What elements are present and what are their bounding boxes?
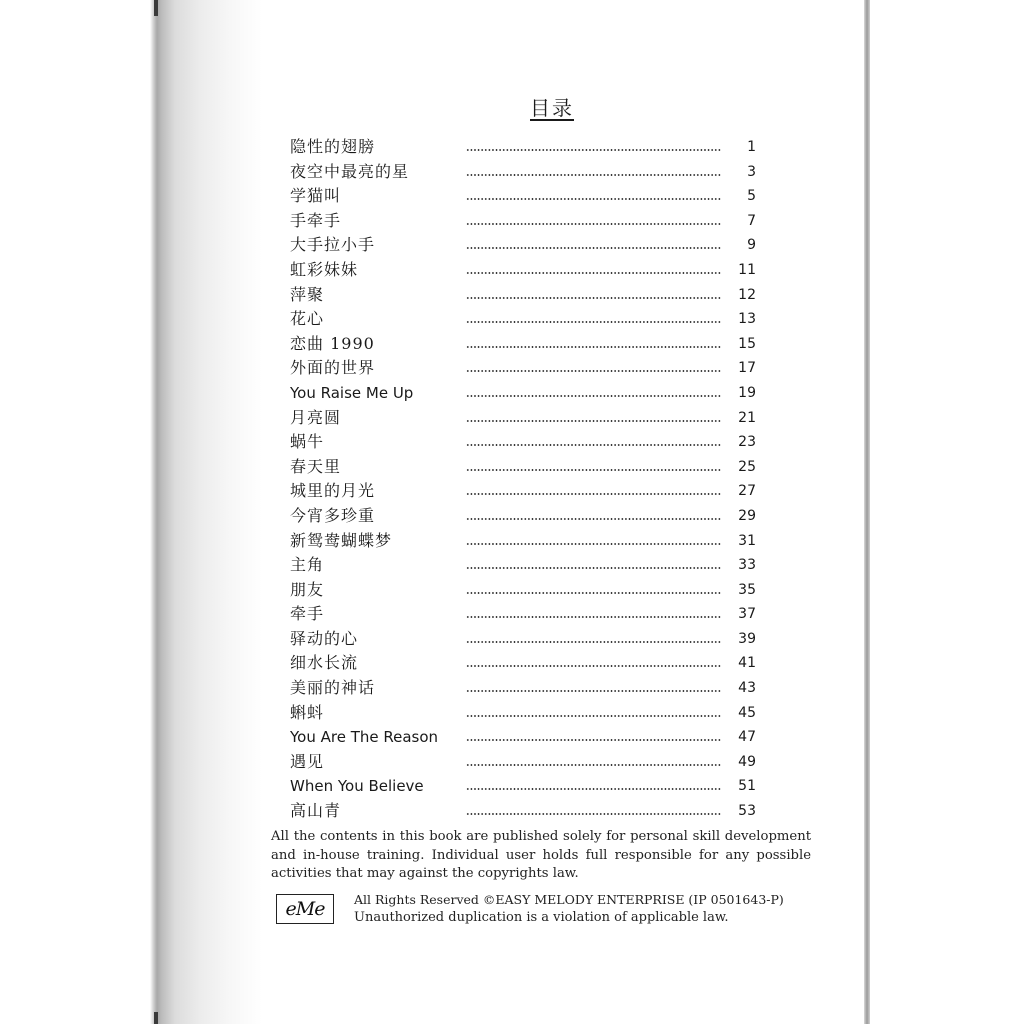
toc-entry-page: 45 [738, 704, 756, 721]
toc-entry-page: 3 [747, 163, 756, 180]
toc-entry-page: 37 [738, 606, 756, 623]
toc-dot-leader [466, 297, 722, 299]
copyright-notice: All the contents in this book are published solely for personal skill development and in-house training. Individual user holds full responsible for any possible activities that may against the copyrights law. [271, 829, 811, 881]
toc-dot-leader [466, 665, 722, 667]
toc-entry-title: 恋曲 1990 [290, 333, 375, 353]
toc-entry [290, 553, 770, 578]
toc-entry-title: 外面的世界 [290, 358, 376, 378]
toc-entry-title: 蜗牛 [290, 432, 325, 452]
toc-entry-title: 花心 [290, 309, 325, 329]
toc-dot-leader [466, 174, 722, 176]
toc-entry [290, 799, 770, 824]
toc-entry [290, 209, 770, 234]
toc-dot-leader [466, 690, 722, 692]
toc-entry-page: 13 [738, 311, 756, 328]
toc-entry-title: 牵手 [290, 604, 325, 624]
toc-dot-leader [466, 764, 722, 766]
toc-entry-title: 美丽的神话 [290, 678, 376, 698]
toc-entry-title: 隐性的翅膀 [290, 137, 376, 156]
publisher-logo: eMe [276, 894, 334, 924]
scan-edge-mark-bottom [154, 1012, 158, 1024]
toc-entry-page: 19 [738, 384, 756, 401]
toc-entry-page: 43 [738, 680, 756, 697]
toc-entry-page: 9 [747, 237, 756, 254]
toc-dot-leader [466, 198, 722, 200]
toc-dot-leader [466, 395, 722, 397]
toc-entry-title: 手牵手 [290, 210, 342, 230]
toc-dot-leader [466, 543, 722, 545]
toc-entry [290, 332, 770, 357]
rights-line-1: All Rights Reserved ©EASY MELODY ENTERPRISE (IP 0501643-P) [354, 892, 784, 907]
table-of-contents [290, 135, 770, 824]
toc-entry [290, 356, 770, 381]
toc-entry-title: 萍聚 [290, 284, 325, 304]
toc-entry-title: 大手拉小手 [290, 235, 376, 255]
toc-entry-title: 夜空中最亮的星 [290, 161, 410, 181]
toc-entry-title: 遇见 [290, 751, 325, 771]
toc-entry-page: 23 [738, 434, 756, 451]
toc-title: 目录 [530, 96, 574, 120]
toc-entry-title: 主角 [290, 555, 325, 575]
toc-dot-leader [466, 739, 722, 741]
toc-dot-leader [466, 567, 722, 569]
toc-entry-page: 12 [738, 286, 756, 303]
toc-dot-leader [466, 469, 722, 471]
toc-entry-page: 29 [738, 507, 756, 524]
toc-entry-title: 细水长流 [290, 653, 359, 673]
toc-entry-title: 学猫叫 [290, 186, 342, 206]
toc-dot-leader [466, 518, 722, 520]
toc-entry-title: 虹彩妹妹 [290, 259, 359, 279]
toc-dot-leader [466, 272, 722, 274]
toc-entry-page: 15 [738, 335, 756, 352]
toc-entry-page: 21 [738, 409, 756, 426]
toc-entry-title: 月亮圆 [290, 407, 342, 427]
toc-dot-leader [466, 149, 722, 151]
toc-dot-leader [466, 321, 722, 323]
toc-entry-page: 25 [738, 458, 756, 475]
toc-entry-title: You Are The Reason [290, 728, 439, 747]
toc-entry-title: 今宵多珍重 [290, 505, 376, 525]
toc-entry-page: 49 [738, 753, 756, 770]
toc-dot-leader [466, 247, 722, 249]
toc-entry-title: 朋友 [290, 579, 325, 599]
toc-entry-page: 31 [738, 532, 756, 549]
toc-entry-title: 高山青 [290, 801, 342, 821]
toc-entry-title: 蝌蚪 [290, 702, 325, 722]
toc-entry [290, 578, 770, 603]
toc-entry-page: 1 [747, 139, 756, 155]
toc-entry [290, 750, 770, 775]
toc-entry [290, 504, 770, 529]
toc-dot-leader [466, 420, 722, 422]
toc-entry-page: 27 [738, 483, 756, 500]
toc-entry [290, 233, 770, 258]
toc-dot-leader [466, 788, 722, 790]
toc-entry-page: 5 [747, 188, 756, 205]
toc-dot-leader [466, 493, 722, 495]
toc-dot-leader [466, 641, 722, 643]
toc-dot-leader [466, 346, 722, 348]
toc-entry-title: You Raise Me Up [290, 383, 414, 402]
toc-entry [290, 381, 770, 406]
page-right-edge [864, 0, 870, 1024]
toc-entry [290, 602, 770, 627]
toc-entry-page: 39 [738, 630, 756, 647]
book-spine-shadow [0, 0, 262, 1024]
toc-entry-title: 驿动的心 [290, 628, 359, 648]
toc-entry-page: 17 [738, 360, 756, 377]
toc-entry-title: 春天里 [290, 456, 342, 476]
toc-dot-leader [466, 370, 722, 372]
toc-entry [290, 406, 770, 431]
toc-entry-page: 53 [738, 803, 756, 820]
toc-entry [290, 258, 770, 283]
toc-entry [290, 627, 770, 652]
toc-entry-page: 33 [738, 557, 756, 574]
toc-entry-page: 7 [747, 212, 756, 229]
toc-entry [290, 479, 770, 504]
toc-entry-page: 51 [738, 778, 756, 795]
toc-entry-title: 新鸳鸯蝴蝶梦 [290, 530, 393, 550]
toc-entry [290, 283, 770, 308]
toc-entry [290, 725, 770, 750]
toc-entry [290, 651, 770, 676]
toc-entry-page: 35 [738, 581, 756, 598]
toc-dot-leader [466, 592, 722, 594]
toc-dot-leader [466, 444, 722, 446]
rights-line-2: Unauthorized duplication is a violation of applicable law. [354, 910, 729, 925]
toc-entry [290, 455, 770, 480]
toc-entry-title: 城里的月光 [290, 481, 376, 501]
toc-entry [290, 774, 770, 799]
toc-entry [290, 701, 770, 726]
toc-entry [290, 307, 770, 332]
toc-entry [290, 160, 770, 185]
toc-entry-page: 11 [738, 261, 756, 278]
toc-dot-leader [466, 715, 722, 717]
toc-entry [290, 676, 770, 701]
toc-dot-leader [466, 813, 722, 815]
toc-entry [290, 135, 770, 160]
toc-dot-leader [466, 223, 722, 225]
toc-entry-page: 41 [738, 655, 756, 672]
toc-entry [290, 184, 770, 209]
toc-entry-page: 47 [738, 729, 756, 746]
rights-statement [354, 891, 784, 927]
toc-entry [290, 529, 770, 554]
toc-dot-leader [466, 616, 722, 618]
scan-edge-mark-top [154, 0, 158, 16]
toc-entry [290, 430, 770, 455]
toc-entry-title: When You Believe [290, 777, 424, 796]
